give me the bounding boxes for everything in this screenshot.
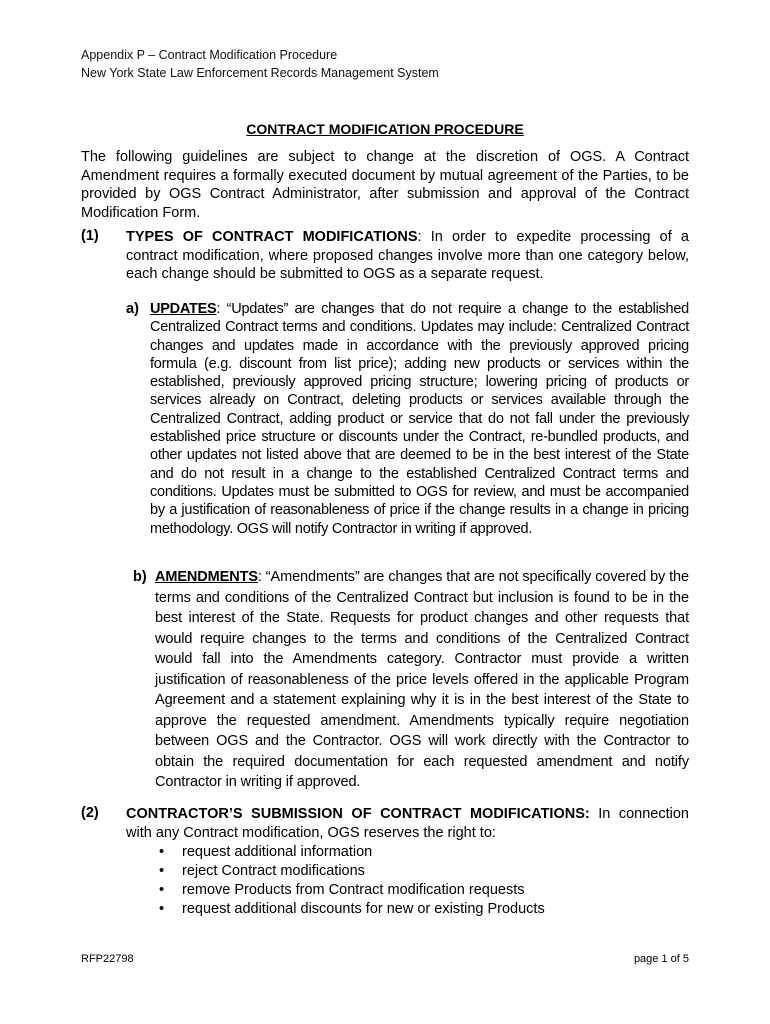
list-item: • request additional information — [159, 844, 373, 860]
bullet-icon: • — [159, 844, 165, 860]
intro-paragraph: The following guidelines are subject to change at the discretion of OGS. A Contract Amendment requires a formally executed document by mutual agreement of the Parties, to be provided by OGS Contract Administrator, after submission and approval of the Contract Modification Form. — [81, 149, 689, 221]
sub-b-heading: AMENDMENTS — [155, 569, 258, 585]
section-2-number: (2) — [81, 805, 99, 821]
sub-b-label: b) — [133, 569, 147, 585]
section-2-text: In connection with any Contract modification, OGS reserves the right to: — [126, 806, 689, 841]
bullet-icon: • — [159, 882, 165, 898]
list-item: • request additional discounts for new or existing Products — [159, 901, 545, 917]
bullet-icon: • — [159, 901, 165, 917]
section-1 — [126, 228, 689, 284]
sub-a-label: a) — [126, 301, 139, 317]
section-2 — [126, 805, 689, 842]
section-1-text: : In order to expedite processing of a contract modification, where proposed changes involve more than one category below, each change should be submitted to OGS as a separate request. — [126, 229, 689, 282]
section-2-bullet-list — [126, 843, 545, 919]
bullet-icon: • — [159, 863, 165, 879]
footer-page-number: page 1 of 5 — [633, 953, 689, 965]
page-header — [81, 46, 439, 82]
section-2-heading: CONTRACTOR’S SUBMISSION OF CONTRACT MODIFICATIONS: — [126, 806, 590, 822]
list-item: • remove Products from Contract modification requests — [159, 882, 525, 898]
section-1-number: (1) — [81, 228, 99, 244]
sub-a-text: : “Updates” are changes that do not require a change to the established Centralized Contract terms and conditions. Updates may include: Centralized Contract changes and updates made in accordance with the previously approved pricing formula (e.g. discount from list price); adding new products or services within the established, previously approved pricing structure; lowering pricing of products or services already on Contract, deleting products or services available through the Centralized Contract, adding product or service that do not fall under the previously established price structure or discounts under the Contract, re-bundled products, and other updates not listed above that are deemed to be in the best interest of the State and do not result in a change to the established Centralized Contract terms and conditions. Updates must be submitted to OGS for review, and must be accompanied by a justification of reasonableness of price if the change results in a change in pricing methodology. OGS will notify Contractor in writing if approved. — [150, 301, 689, 537]
footer-doc-id: RFP22798 — [81, 953, 134, 965]
section-1-heading: TYPES OF CONTRACT MODIFICATIONS — [126, 229, 418, 245]
document-title: CONTRACT MODIFICATION PROCEDURE — [246, 121, 524, 137]
list-item: • reject Contract modifications — [159, 863, 365, 879]
header-line-1: Appendix P – Contract Modification Procedure — [81, 48, 338, 62]
sub-b-text: : “Amendments” are changes that are not specifically covered by the terms and conditions of the Centralized Contract but inclusion is found to be in the best interest of the State. Requests for product changes and other requests that would require changes to the terms and conditions of the Centralized Contract would fall into the Amendments category. Contractor must provide a written justification of reasonableness of the price levels offered in the applicable Program Agreement and a statement explaining why it is in the best interest of the State to approve the requested amendment. Amendments typically require negotiation between OGS and the Contractor. OGS will work directly with the Contractor to obtain the required documentation for each requested amendment and notify Contractor in writing if approved. — [155, 569, 689, 790]
header-line-2: New York State Law Enforcement Records Management System — [81, 66, 439, 80]
sub-a-paragraph — [150, 300, 689, 538]
sub-b-paragraph — [155, 567, 689, 793]
sub-a-heading: UPDATES — [150, 301, 217, 317]
